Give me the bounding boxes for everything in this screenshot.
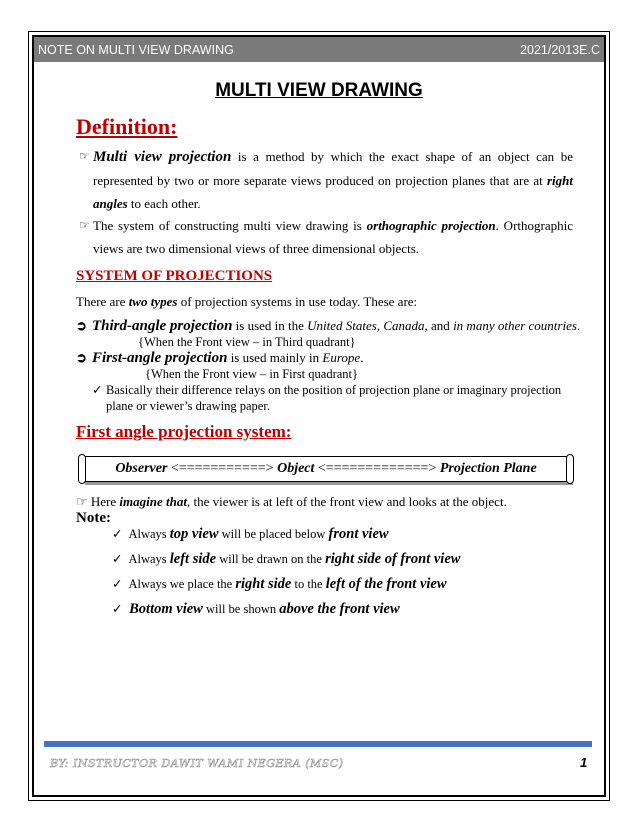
footer-rule (44, 741, 592, 747)
scroll-curl-left (78, 454, 86, 484)
system-heading: SYSTEM OF PROJECTIONS (76, 268, 273, 284)
projection-scroll-banner: Observer <===========> Object <=============> Projection Plane (76, 454, 576, 484)
first-angle-item: ➲ First-angle projection is used mainly in Europe. (76, 350, 364, 366)
pointing-hand-icon: ☞ (79, 218, 90, 232)
definition-heading: Definition: (76, 114, 178, 139)
definition-bullet-1: ☞ Multi view projection is a method by which the exact shape of an object can be represented by two or more separate views produced on projection planes that are at right angles to each other. (93, 145, 573, 215)
system-intro: There are two types of projection systems in use today. These are: (76, 294, 418, 309)
pointing-hand-icon: ☞ (79, 149, 90, 163)
page-header (34, 37, 604, 62)
checkmark-icon: ✓ (92, 383, 103, 397)
note-item-1: ✓ Always top view will be placed below front view (112, 526, 389, 542)
first-angle-note: {When the Front view – in First quadrant} (145, 367, 359, 381)
checkmark-icon: ✓ (112, 577, 123, 591)
header-title: NOTE ON MULTI VIEW DRAWING (38, 42, 234, 57)
note-item-2: ✓ Always left side will be drawn on the right side of front view (112, 551, 461, 567)
third-angle-note: {When the Front view – in Third quadrant} (138, 335, 356, 349)
difference-item: ✓ Basically their difference relays on the position of projection plane or imaginary projection plane or viewer’s drawing paper. (92, 383, 562, 413)
definition-bullet-2: ☞ The system of constructing multi view drawing is orthographic projection. Orthographic views are two dimensional views of three dimensional objects. (93, 214, 573, 260)
note-item-4: ✓ Bottom view will be shown above the front view (112, 601, 400, 617)
footer-author: BY: INSTRUCTOR DAWIT WAMI NEGERA (MSC) (50, 757, 344, 770)
checkmark-icon: ✓ (112, 602, 123, 616)
third-angle-item: ➲ Third-angle projection is used in the United States, Canada, and in many other countries. (76, 318, 581, 334)
checkmark-icon: ✓ (112, 527, 123, 541)
page-title: MULTI VIEW DRAWING (215, 80, 423, 101)
right-arrow-icon: ➲ (76, 350, 87, 365)
note-heading: Note: (76, 510, 111, 526)
imagine-line: ☞ Here imagine that, the viewer is at left of the front view and looks at the object. (76, 494, 507, 509)
checkmark-icon: ✓ (112, 552, 123, 566)
first-angle-heading: First angle projection system: (76, 422, 292, 441)
pointing-hand-icon: ☞ (76, 494, 91, 509)
right-arrow-icon: ➲ (76, 318, 87, 333)
note-item-3: ✓ Always we place the right side to the left of the front view (112, 576, 447, 592)
header-year: 2021/2013E.C (520, 42, 600, 57)
scroll-curl-right (566, 454, 574, 484)
page-number: 1 (580, 755, 588, 770)
